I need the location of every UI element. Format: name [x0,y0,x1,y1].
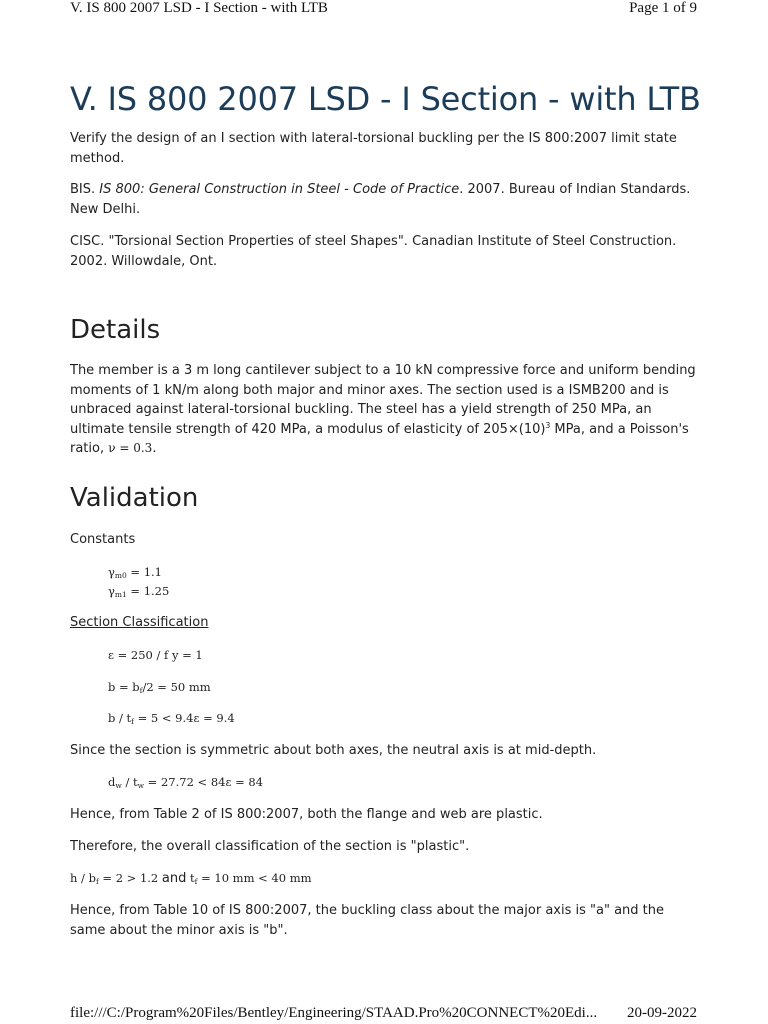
section-classification-label: Section Classification [70,615,209,630]
gamma-symbol: γ [108,565,115,579]
table2-paragraph: Hence, from Table 2 of IS 800:2007, both the flange and web are plastic. [70,807,543,822]
gamma-m0-subscript: m0 [114,571,127,580]
details-exponent: 3 [545,420,551,430]
header-page-number: Page 1 of 9 [629,0,697,16]
hb-eq-part: = 10 mm < 40 mm [197,871,312,885]
reference-cisc: CISC. "Torsional Section Properties of steel Shapes". Canadian Institute of Steel Construction. 2002. Willowdale, Ont. [70,234,677,269]
gamma-m0-value: = 1.1 [126,565,163,579]
reference-bis-title: IS 800: General Construction in Steel - Code of Practice [99,182,460,197]
bt-eq-part: b / t [108,711,132,725]
table10-paragraph: Hence, from Table 10 of IS 800:2007, the buckling class about the major axis is "a" and the same about the minor axis is "b". [70,903,664,938]
hb-eq-part: t [186,871,195,885]
reference-bis [70,180,698,219]
dw-eq-subscript: w [115,781,122,790]
footer-date: 20-09-2022 [627,1005,697,1021]
bt-eq-subscript: f [131,717,134,726]
details-text-a: The member is a 3 m long cantilever subject to a 10 kN compressive force and uniform bending moments of 1 kN/m along both major and minor axes. The section used is a ISMB200 and is unbraced against lateral-torsional buckling. The steel has a yield strength of 250 MPa, an ultimate tensile strength of 420 MPa, a modulus of elasticity of 205×(10) [70,363,696,437]
b-eq-part: b = b [108,680,140,694]
bt-eq-part: = 5 < 9.4ε = 9.4 [133,711,235,725]
gamma-m0-equation [108,563,162,582]
b-equation [108,678,211,697]
hb-eq-part: = 2 > 1.2 [98,871,162,885]
overall-classification-paragraph: Therefore, the overall classification of the section is "plastic". [70,839,470,854]
symmetric-paragraph: Since the section is symmetric about both axes, the neutral axis is at mid-depth. [70,743,597,758]
gamma-symbol: γ [108,584,115,598]
dw-eq-part: = 27.72 < 84ε = 84 [144,775,264,789]
gamma-m1-value: = 1.25 [126,584,170,598]
reference-bis-prefix: BIS. [70,182,100,197]
page-title: V. IS 800 2007 LSD - I Section - with LTB [70,80,701,118]
dw-eq-part: d [108,775,116,789]
validation-heading: Validation [70,483,199,513]
details-paragraph [70,361,698,459]
epsilon-equation: ε = 250 / f y = 1 [108,648,203,662]
hb-eq-conjunction: and [161,871,187,886]
reference-bis-suffix: . 2007. Bureau of Indian Standards. New Delhi. [70,182,691,217]
hb-eq-subscript: f [95,877,99,886]
details-poisson: ν = 0.3 [108,441,153,455]
hb-eq-part: h / b [70,871,96,885]
footer-file-path: file:///C:/Program%20Files/Bentley/Engineering/STAAD.Pro%20CONNECT%20Edi... [70,1005,598,1021]
b-tf-equation [108,709,235,728]
gamma-m1-equation [108,582,169,601]
header-doc-title: V. IS 800 2007 LSD - I Section - with LTB [70,0,328,16]
gamma-m1-subscript: m1 [114,590,127,599]
dw-eq-part: / t [121,775,138,789]
tw-eq-subscript: w [137,781,145,790]
b-eq-subscript: f [139,686,143,695]
dw-tw-equation [108,773,263,792]
page-header [70,0,697,18]
constants-label: Constants [70,532,136,547]
details-heading: Details [70,315,161,345]
b-eq-part: /2 = 50 mm [142,680,211,694]
details-text-c: . [152,441,157,456]
tf-eq-subscript: f [194,877,198,886]
details-text-b: MPa, and a Poisson's ratio, [70,421,689,456]
intro-paragraph: Verify the design of an I section with lateral-torsional buckling per the IS 800:2007 limit state method. [70,131,677,166]
h-bf-equation [70,869,312,888]
